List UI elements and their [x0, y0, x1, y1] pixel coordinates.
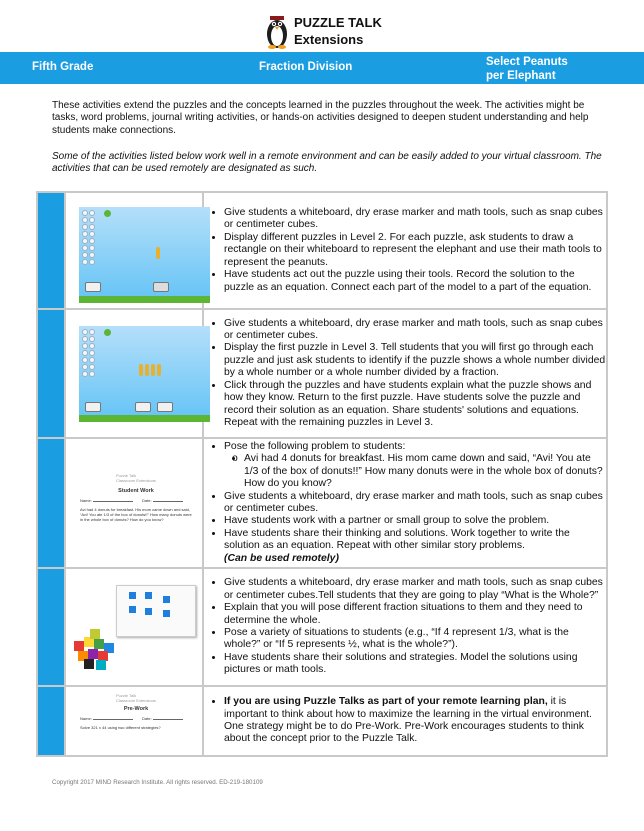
penguin-logo-icon	[262, 12, 292, 50]
title-main: PUZZLE TALK	[294, 15, 382, 30]
elephant-icon	[135, 402, 151, 412]
activity-row-4	[37, 568, 607, 686]
grass	[79, 296, 210, 303]
sheet-heading: Pre-Work	[123, 706, 149, 712]
remote-plan-text: it is important to think about how to maximize the learning in the virtual environment. One strategy might be to do Pre-Work. Pre-Work encourages students to think about the concept prior to the Puzzle Talk.	[224, 696, 592, 745]
peanut-icon	[156, 247, 160, 259]
remote-plan-lead: If you are using Puzzle Talks as part of your remote learning plan,	[224, 696, 548, 708]
row-marker	[37, 192, 65, 309]
list-item: • Give students a whiteboard, dry erase marker and math tools, such as snap cubes or centimeter cubes.	[224, 318, 606, 343]
activity-row-3	[37, 438, 607, 568]
topic-label: Fraction Division	[259, 61, 353, 73]
peanut-icon	[145, 364, 149, 376]
elephant-icon	[85, 282, 101, 292]
puzzle-label	[486, 55, 568, 83]
sheet-logo-line-1: Puzzle Talk	[116, 473, 137, 478]
activity-text	[203, 438, 607, 568]
list-item: • Have students share their solutions and strategies. Model the solutions using pictures or math tools.	[224, 652, 606, 677]
game-scene	[79, 326, 210, 422]
activity-text	[203, 309, 607, 438]
student-work-sheet	[80, 473, 192, 522]
story-problem: o • Avi had 4 donuts for breakfast. His mom came down and said, “Avi! You ate 1/3 of the box of donuts!!” How many donuts were in the whole box of donuts? How do you know?	[244, 453, 606, 490]
elephant-icon	[157, 402, 173, 412]
whiteboard	[116, 585, 196, 637]
list-item	[224, 696, 606, 746]
elephant-icon	[153, 282, 169, 292]
activity-text	[203, 568, 607, 686]
sheet-problem: Avi had 4 donuts for breakfast. His mom came down and said, “Avi! You ate 1/3 of the box of donuts!!” How many donuts were in the whole box of donuts? How do you know?	[80, 507, 192, 522]
remote-badge: (Can be used remotely)	[224, 552, 339, 564]
list-item: • Display different puzzles in Level 2. For each puzzle, ask students to draw a rectangle on their whiteboard to represent the elephant and use their math tools to represent the peanuts.	[224, 232, 606, 269]
grass	[79, 415, 210, 422]
list-item: • Give students a whiteboard, dry erase marker and math tools, such as snap cubes or centimeter cubes.	[224, 491, 606, 516]
sheet-date-label: Date:	[142, 716, 152, 721]
remote-note-paragraph: Some of the activities listed below work well in a remote environment and can be easily added to your virtual classroom. The activities that can be used remotely are designated as such.	[52, 151, 602, 175]
pose-text: Pose the following problem to students:	[224, 440, 406, 452]
list-item: • Have students work with a partner or small group to solve the problem.	[224, 515, 606, 527]
activity-row-1	[37, 192, 607, 309]
page-title	[294, 14, 382, 48]
row-marker	[37, 568, 65, 686]
puzzle-label-line-1: Select Peanuts	[486, 56, 568, 68]
puzzle-screenshot-level-2	[65, 192, 203, 309]
puzzle-screenshot-level-3	[65, 309, 203, 438]
snap-cubes-icon	[70, 627, 118, 671]
list-item	[224, 441, 606, 491]
list-item: • Have students share their thinking and solutions. Work together to write the solution as an equation. Repeat with other similar story problems.	[224, 528, 606, 553]
game-scene	[79, 207, 210, 303]
sheet-date-label: Date:	[142, 498, 152, 503]
play-icon	[104, 210, 111, 217]
puzzle-label-line-2: per Elephant	[486, 70, 556, 82]
list-item: • Give students a whiteboard, dry erase marker and math tools, such as snap cubes or centimeter cubes.	[224, 207, 606, 232]
peanut-icon	[151, 364, 155, 376]
cubes-thumbnail	[65, 568, 203, 686]
sheet-heading: Student Work	[118, 488, 154, 494]
activities-table	[36, 191, 608, 757]
pre-work-thumbnail	[65, 686, 203, 756]
list-item: • Click through the puzzles and have students explain what the puzzle shows and how they know. Return to the first puzzle. Have students solve the puzzle and record their solution as an equation. Share students' solutions and equations. Repeat with the remaining puzzles in Level 3.	[224, 380, 606, 430]
row-marker	[37, 686, 65, 756]
row-marker	[37, 309, 65, 438]
list-item: • Have students act out the puzzle using their tools. Record the solution to the puzzle as an equation. Connect each part of the model to a part of the equation.	[224, 269, 606, 294]
list-item: • Pose a variety of situations to students (e.g., “If 4 represent 1/3, what is the whole?” or “If 5 represents ½, what is the whole?”).	[224, 627, 606, 652]
sheet-name-label: Name:	[80, 498, 92, 503]
list-item: • Display the first puzzle in Level 3. Tell students that you will first go through each puzzle and just ask students to identify if the puzzle shows a whole number divided by a whole number or a whole number divided by a fraction.	[224, 342, 606, 379]
copyright-footer: Copyright 2017 MIND Research Institute. All rights reserved. ED-219-180109	[52, 779, 263, 786]
activity-row-2	[37, 309, 607, 438]
peanut-icon	[139, 364, 143, 376]
sheet-logo-line-1: Puzzle Talk	[116, 693, 137, 698]
list-item: • Explain that you will pose different fraction situations to them and they need to determine the whole.	[224, 602, 606, 627]
play-icon	[104, 329, 111, 336]
sheet-logo-line-2: Classroom Extensions	[116, 478, 156, 483]
grade-label: Fifth Grade	[32, 61, 94, 73]
activity-text	[203, 192, 607, 309]
header-banner	[0, 52, 644, 84]
sheet-name-label: Name:	[80, 716, 92, 721]
pre-work-sheet	[80, 693, 192, 730]
sheet-problem: Solve 321 x 44 using two different strategies?	[80, 725, 161, 730]
activity-row-5	[37, 686, 607, 756]
sheet-name-date	[80, 716, 192, 721]
peanut-icon	[157, 364, 161, 376]
title-sub: Extensions	[294, 32, 364, 47]
intro-paragraph: These activities extend the puzzles and the concepts learned in the puzzles throughout the week. The activities might be tasks, word problems, journal writing activities, or hands-on activities designed to deepen student understanding and help students make connections.	[52, 100, 589, 136]
sheet-name-date	[80, 498, 192, 503]
row-marker	[37, 438, 65, 568]
list-item: • Give students a whiteboard, dry erase marker and math tools, such as snap cubes or centimeter cubes.Tell students that they are going to play “What is the Whole?”	[224, 577, 606, 602]
student-work-thumbnail	[65, 438, 203, 568]
activity-text	[203, 686, 607, 756]
elephant-icon	[85, 402, 101, 412]
sheet-logo-line-2: Classroom Extensions	[116, 698, 156, 703]
